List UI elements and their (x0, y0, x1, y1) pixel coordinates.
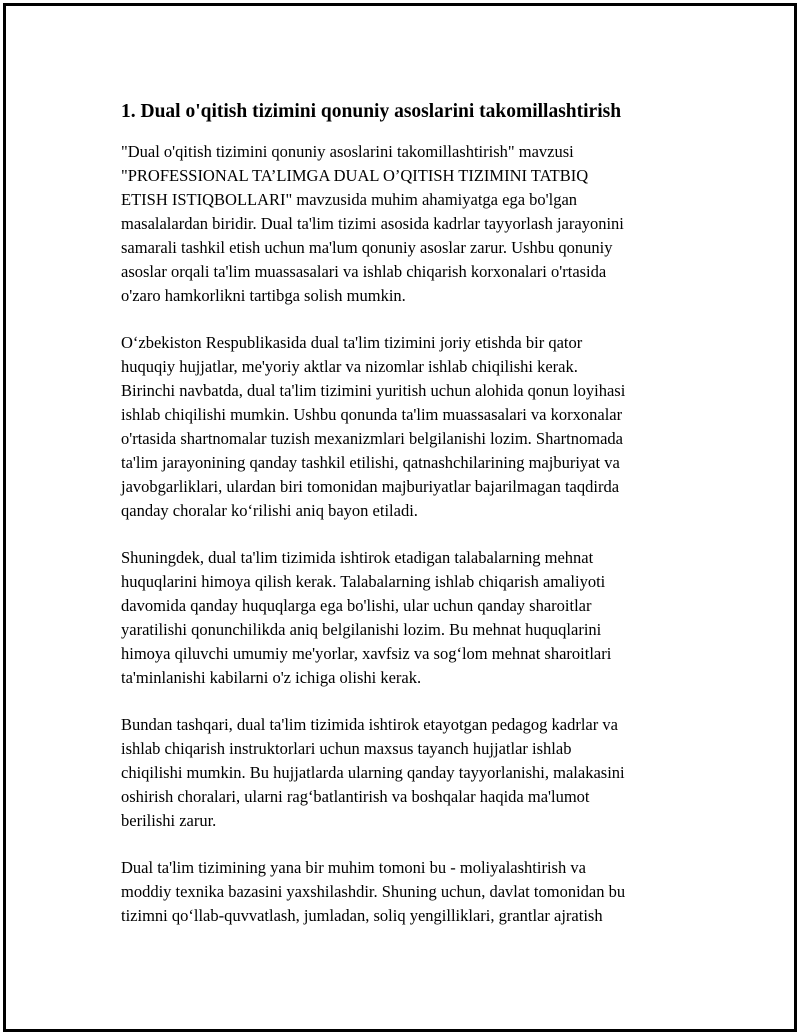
text-line: ETISH ISTIQBOLLARI" mavzusida muhim ahamiyatga ega bo'lgan (121, 190, 578, 209)
text-line: ishlab chiqarish instruktorlari uchun maxsus tayanch hujjatlar ishlab (121, 739, 572, 758)
section-title: 1. Dual o'qitish tizimini qonuniy asoslarini takomillashtirish (121, 101, 622, 122)
text-line: o'rtasida shartnomalar tuzish mexanizmlari belgilanishi lozim. Shartnomada (121, 429, 623, 448)
paragraph-3 (121, 546, 711, 690)
text-line: ta'lim jarayonining qanday tashkil etilishi, qatnashchilarining majburiyat va (121, 453, 620, 472)
paragraph-4 (121, 713, 711, 833)
text-line: O‘zbekiston Respublikasida dual ta'lim tizimini joriy etishda bir qator (121, 333, 583, 352)
text-line: berilishi zarur. (121, 811, 217, 830)
text-line: Birinchi navbatda, dual ta'lim tizimini yuritish uchun alohida qonun loyihasi (121, 381, 626, 400)
paragraph-1 (121, 140, 711, 308)
text-line: o'zaro hamkorlikni tartibga solish mumkin. (121, 286, 406, 305)
text-line: qanday choralar ko‘rilishi aniq bayon etiladi. (121, 501, 418, 520)
text-line: oshirish choralari, ularni rag‘batlantirish va boshqalar haqida ma'lumot (121, 787, 590, 806)
text-line: "PROFESSIONAL TA’LIMGA DUAL O’QITISH TIZIMINI TATBIQ (121, 166, 589, 185)
text-line: ta'minlanishi kabilarni o'z ichiga olishi kerak. (121, 668, 422, 687)
text-line: Bundan tashqari, dual ta'lim tizimida ishtirok etayotgan pedagog kadrlar va (121, 715, 618, 734)
page-frame (3, 3, 797, 1032)
text-line: samarali tashkil etish uchun ma'lum qonuniy asoslar zarur. Ushbu qonuniy (121, 238, 613, 257)
text-line: asoslar orqali ta'lim muassasalari va ishlab chiqarish korxonalari o'rtasida (121, 262, 607, 281)
text-line: ishlab chiqilishi mumkin. Ushbu qonunda ta'lim muassasalari va korxonalar (121, 405, 623, 424)
text-line: moddiy texnika bazasini yaxshilashdir. Shuning uchun, davlat tomonidan bu (121, 882, 626, 901)
text-line: "Dual o'qitish tizimini qonuniy asoslarini takomillashtirish" mavzusi (121, 142, 574, 161)
text-line: tizimni qo‘llab-quvvatlash, jumladan, soliq yengilliklari, grantlar ajratish (121, 906, 603, 925)
text-line: Dual ta'lim tizimining yana bir muhim tomoni bu - moliyalashtirish va (121, 858, 586, 877)
text-line: chiqilishi mumkin. Bu hujjatlarda ularning qanday tayyorlanishi, malakasini (121, 763, 625, 782)
text-line: javobgarliklari, ulardan biri tomonidan majburiyatlar bajarilmagan taqdirda (121, 477, 620, 496)
paragraph-2 (121, 331, 711, 523)
text-line: yaratilishi qonunchilikda aniq belgilanishi lozim. Bu mehnat huquqlarini (121, 620, 602, 639)
text-line: Shuningdek, dual ta'lim tizimida ishtirok etadigan talabalarning mehnat (121, 548, 594, 567)
text-line: huquqlarini himoya qilish kerak. Talabalarning ishlab chiqarish amaliyoti (121, 572, 606, 591)
document-body (121, 98, 711, 951)
paragraph-5 (121, 856, 711, 928)
text-line: himoya qiluvchi umumiy me'yorlar, xavfsiz va sog‘lom mehnat sharoitlari (121, 644, 612, 663)
text-line: davomida qanday huquqlarga ega bo'lishi, ular uchun qanday sharoitlar (121, 596, 592, 615)
text-line: masalalardan biridir. Dual ta'lim tizimi asosida kadrlar tayyorlash jarayonini (121, 214, 624, 233)
text-line: huquqiy hujjatlar, me'yoriy aktlar va nizomlar ishlab chiqilishi kerak. (121, 357, 578, 376)
